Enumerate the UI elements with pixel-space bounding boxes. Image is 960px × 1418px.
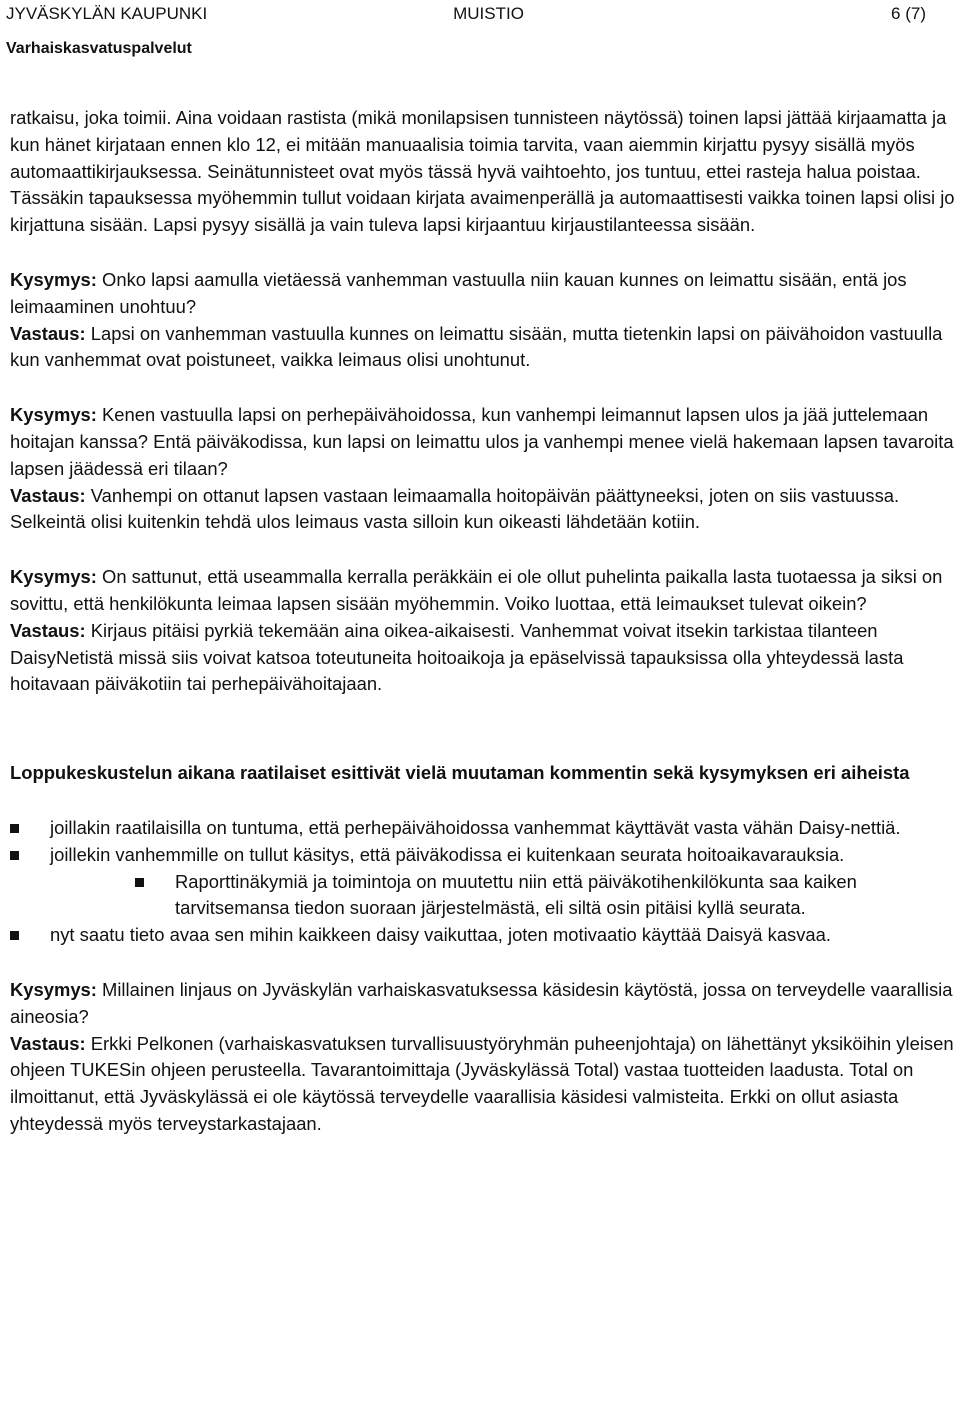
- bullet-text: Raporttinäkymiä ja toimintoja on muutettu niin että päiväkotihenkilökunta saa kaiken tarvitsemansa tiedon suoraan järjestelmästä, eli siltä osin pitäisi kyllä seurata.: [175, 870, 857, 919]
- qa-question-1: [10, 267, 955, 321]
- header-row: [6, 4, 926, 26]
- question-label: Kysymys:: [10, 268, 97, 290]
- header-page-number: 6 (7): [891, 4, 926, 23]
- question-label: Kysymys:: [10, 566, 97, 588]
- answer-label: Vastaus:: [10, 484, 86, 506]
- qa-question-3: [10, 564, 955, 618]
- answer-text: Lapsi on vanhemman vastuulla kunnes on leimattu sisään, mutta tietenkin lapsi on päivähoidon vastuulla kun vanhemmat ovat poistuneet, vaikka leimaus olisi unohtunut.: [10, 322, 943, 371]
- qa-answer-3: [10, 618, 955, 698]
- memo-body: [10, 105, 955, 1138]
- question-text: Millainen linjaus on Jyväskylän varhaiskasvatuksessa käsidesin käytöstä, jossa on terveydelle vaarallisia aineosia?: [10, 978, 953, 1027]
- question-label: Kysymys:: [10, 404, 97, 426]
- qa-answer-1: [10, 321, 955, 375]
- bullet-item: [10, 842, 955, 869]
- qa-answer-2: [10, 483, 955, 537]
- header-organization: JYVÄSKYLÄN KAUPUNKI: [6, 4, 208, 23]
- answer-text: Kirjaus pitäisi pyrkiä tekemään aina oikea-aikaisesti. Vanhemmat voivat itsekin tarkistaa tilanteen DaisyNetistä missä siis voivat katsoa toteutuneita hoitoaikoja ja epäselvissä tapauksissa olla yhteydessä lasta hoitavaan päiväkotiin tai perhepäivähoitajaan.: [10, 619, 904, 695]
- square-bullet-icon: [10, 931, 19, 940]
- answer-label: Vastaus:: [10, 322, 86, 344]
- bullet-item: [10, 922, 955, 949]
- square-bullet-icon: [135, 878, 144, 887]
- answer-label: Vastaus:: [10, 1032, 86, 1054]
- bullet-text: nyt saatu tieto avaa sen mihin kaikkeen daisy vaikuttaa, joten motivaatio käyttää Daisyä kasvaa.: [50, 924, 832, 946]
- header-department: Varhaiskasvatuspalvelut: [6, 40, 192, 57]
- sub-bullet-item: [10, 869, 955, 923]
- question-text: Onko lapsi aamulla vietäessä vanhemman vastuulla niin kauan kunnes on leimattu sisään, entä jos leimaaminen unohtuu?: [10, 268, 907, 317]
- question-text: Kenen vastuulla lapsi on perhepäivähoidossa, kun vanhempi leimannut lapsen ulos ja jää juttelemaan hoitajan kanssa? Entä päiväkodissa, kun lapsi on leimattu ulos ja vanhempi menee vielä hakemaan lapsen tavaroita lapsen jäädessä eri tilaan?: [10, 404, 954, 479]
- answer-text: Erkki Pelkonen (varhaiskasvatuksen turvallisuustyöryhmän puheenjohtaja) on lähettänyt yksiköihin yleisen ohjeen TUKESin ohjeen perusteella. Tavarantoimittaja (Jyväskylässä Total) vastaa tuotteiden laadusta. Total on ilmoittanut, että Jyväskylässä ei ole käytössä terveydelle vaarallisia käsidesi valmisteita. Erkki on ollut asiasta yhteydessä myös terveystarkastajaan.: [10, 1032, 954, 1134]
- answer-label: Vastaus:: [10, 619, 86, 641]
- bullet-text: joillakin raatilaisilla on tuntuma, että perhepäivähoidossa vanhemmat käyttävät vasta vähän Daisy-nettiä.: [50, 816, 901, 838]
- qa-question-2: [10, 402, 955, 482]
- intro-paragraph: ratkaisu, joka toimii. Aina voidaan rastista (mikä monilapsisen tunnisteen näytössä) toinen lapsi jättää kirjaamatta ja kun hänet kirjataan ennen klo 12, ei mitään manuaalisia toimia tarvita, vaan aiemmin kirjattu pysyy sisällä myös automaattikirjauksessa. Seinätunnisteet ovat myös tässä hyvä vaihtoehto, jos tuntuu, ettei rasteja halua poistaa. Tässäkin tapauksessa myöhemmin tullut voidaan kirjata avaimenperällä ja automaattisesti vaikka toinen lapsi olisi jo kirjattuna sisään. Lapsi pysyy sisällä ja vain tuleva lapsi kirjaantuu kirjaustilanteessa sisään.: [10, 107, 955, 236]
- page-header: [6, 4, 926, 58]
- bullet-text: joillekin vanhemmille on tullut käsitys, että päiväkodissa ei kuitenkaan seurata hoitoaikavarauksia.: [50, 843, 845, 865]
- closing-heading: Loppukeskustelun aikana raatilaiset esittivät vielä muutaman kommentin sekä kysymyksen eri aiheista: [10, 762, 910, 784]
- question-label: Kysymys:: [10, 978, 97, 1000]
- question-text: On sattunut, että useammalla kerralla peräkkäin ei ole ollut puhelinta paikalla lasta tuotaessa ja siksi on sovittu, että henkilökunta leimaa lapsen sisään myöhemmin. Voiko luottaa, että leimaukset tulevat oikein?: [10, 566, 943, 614]
- answer-text: Vanhempi on ottanut lapsen vastaan leimaamalla hoitopäivän päättyneeksi, joten on siis vastuussa. Selkeintä olisi kuitenkin tehdä ulos leimaus vasta silloin kun oikeasti lähdetään kotiin.: [10, 484, 900, 533]
- bullet-item: [10, 815, 955, 842]
- closing-bullet-list: [10, 815, 955, 949]
- header-document-type: MUISTIO: [453, 4, 524, 23]
- final-answer: [10, 1031, 955, 1138]
- square-bullet-icon: [10, 824, 19, 833]
- square-bullet-icon: [10, 851, 19, 860]
- final-question: [10, 977, 955, 1031]
